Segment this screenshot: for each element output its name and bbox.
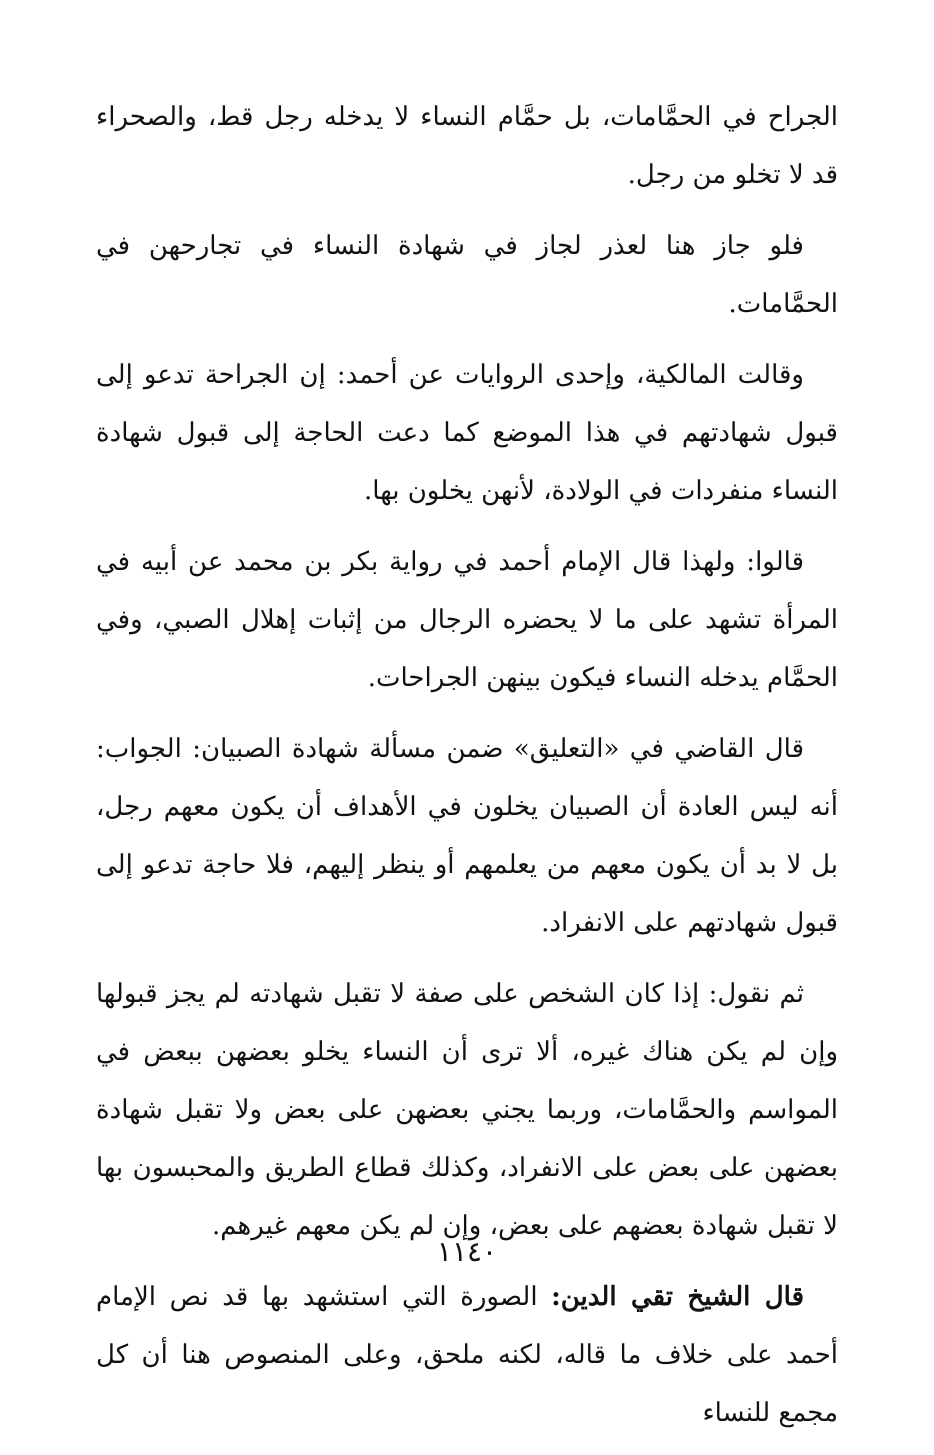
paragraph-2-text: فلو جاز هنا لعذر لجاز في شهادة النساء في تجارحهن في الحمَّامات.	[96, 231, 838, 319]
paragraph-1-text: الجراح في الحمَّامات، بل حمَّام النساء لا يدخله رجل قط، والصحراء قد لا تخلو من رجل.	[96, 102, 839, 190]
paragraph-4-text: قالوا: ولهذا قال الإمام أحمد في رواية بكر بن محمد عن أبيه في المرأة تشهد على ما لا يحضره الرجال من إثبات إهلال الصبي، وفي الحمَّام يدخله النساء فيكون بينهن الجراحات.	[96, 547, 838, 693]
paragraph-6	[96, 965, 838, 1255]
paragraph-5-text: قال القاضي في «التعليق» ضمن مسألة شهادة الصبيان: الجواب: أنه ليس العادة أن الصبيان يخلون في الأهداف أن يكون معهم رجل، بل لا بد أن يكون معهم من يعلمهم أو ينظر إليهم، فلا حاجة تدعو إلى قبول شهادتهم على الانفراد.	[96, 734, 838, 938]
paragraph-7-text: الصورة التي استشهد بها قد نص الإمام أحمد على خلاف ما قاله، لكنه ملحق، وعلى المنصوص هنا أن كل مجمع للنساء	[96, 1282, 838, 1428]
paragraph-6-text: ثم نقول: إذا كان الشخص على صفة لا تقبل شهادته لم يجز قبولها وإن لم يكن هناك غيره، ألا ترى أن النساء يخلو بعضهن ببعض في المواسم والحمَّامات، وربما يجني بعضهن على بعض ولا تقبل شهادة بعضهن على بعض على الانفراد، وكذلك قطاع الطريق والمحبسون بها لا تقبل شهادة بعضهم على بعض، وإن لم يكن معهم غيرهم.	[96, 979, 839, 1241]
paragraph-3	[96, 346, 838, 520]
paragraph-3-text: وقالت المالكية، وإحدى الروايات عن أحمد: إن الجراحة تدعو إلى قبول شهادتهم في هذا الموضع كما دعت الحاجة إلى قبول شهادة النساء منفردات في الولادة، لأنهن يخلون بها.	[96, 360, 838, 506]
paragraph-7-lead: قال الشيخ تقي الدين:	[551, 1282, 805, 1312]
paragraph-4	[96, 533, 838, 707]
page-number: ١١٤٠	[436, 1235, 498, 1268]
paragraph-1	[96, 88, 838, 204]
paragraph-7	[96, 1268, 838, 1442]
paragraph-2	[96, 217, 838, 333]
paragraph-5	[96, 720, 838, 952]
